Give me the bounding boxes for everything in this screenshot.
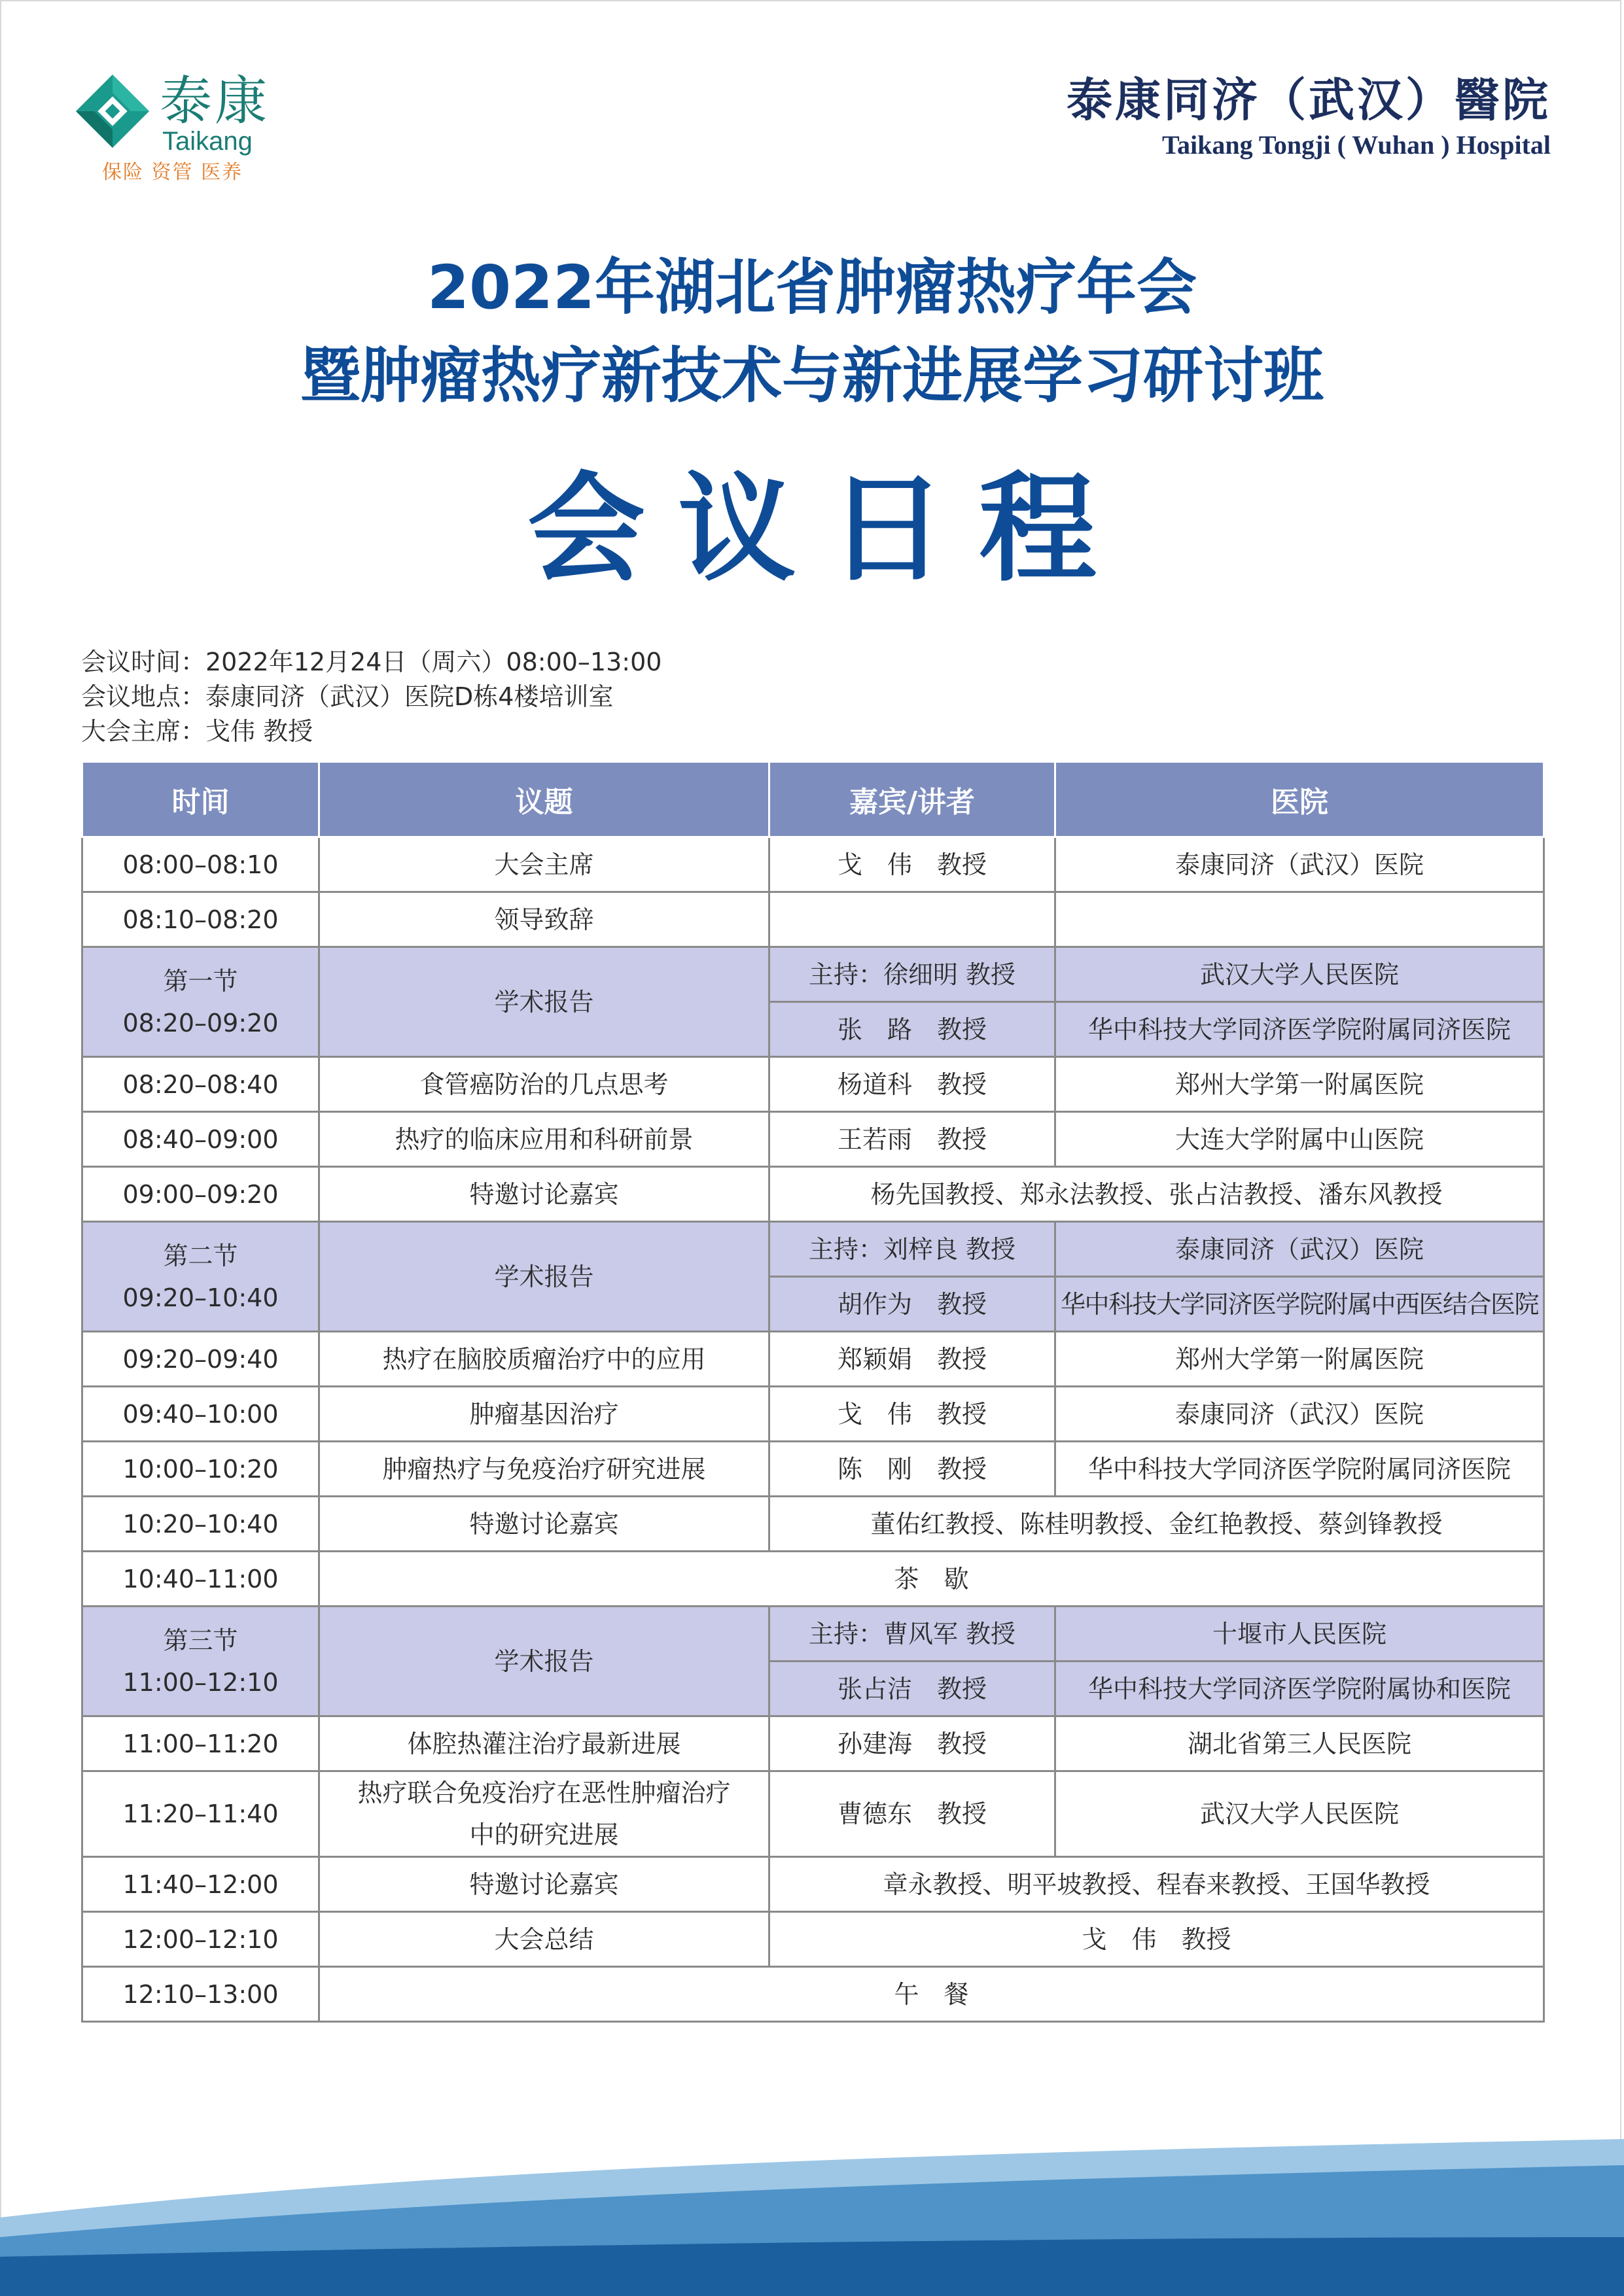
header-hospital: 医院 (1055, 762, 1544, 837)
row-time: 08:00–08:10 (82, 837, 319, 892)
table-row (82, 1057, 1544, 1112)
section-topic: 学术报告 (319, 947, 769, 1057)
row-speaker: 戈 伟 教授 (769, 837, 1055, 892)
row-guests: 戈 伟 教授 (769, 1912, 1544, 1967)
row-time: 11:00–11:20 (82, 1716, 319, 1771)
row-topic: 肿瘤基因治疗 (319, 1387, 769, 1442)
agenda-heading: 会议日程 (527, 461, 1129, 598)
hospital-name-en: Taikang Tongji ( Wuhan ) Hospital (1162, 130, 1551, 160)
row-time: 08:10–08:20 (82, 892, 319, 947)
section-time-cell (82, 1222, 319, 1332)
row-speaker: 陈 刚 教授 (769, 1442, 1055, 1497)
table-row (82, 1552, 1544, 1607)
table-row (82, 1857, 1544, 1912)
section-topic: 学术报告 (319, 1222, 769, 1332)
table-row (82, 1442, 1544, 1497)
schedule-table (81, 761, 1545, 2023)
row-time: 08:20–08:40 (82, 1057, 319, 1112)
section-chair: 主持：徐细明 教授 (769, 947, 1055, 1002)
row-speaker: 王若雨 教授 (769, 1112, 1055, 1167)
row-hospital: 大连大学附属中山医院 (1055, 1112, 1544, 1167)
row-time: 08:40–09:00 (82, 1112, 319, 1167)
hospital-name-cn: 泰康同济（武汉）醫院 (1067, 73, 1551, 127)
section-hospital: 华中科技大学同济医学院附属协和医院 (1055, 1661, 1544, 1716)
section-row (82, 947, 1544, 1002)
header-speaker: 嘉宾/讲者 (769, 762, 1055, 837)
section-time: 08:20–09:20 (122, 1008, 279, 1037)
section-time: 09:20–10:40 (122, 1283, 279, 1312)
section-hospital: 华中科技大学同济医学院附属同济医院 (1055, 1002, 1544, 1057)
logo-tagline: 保险 资管 医养 (102, 161, 243, 184)
table-row (82, 1112, 1544, 1167)
section-label: 第二节 (163, 1241, 238, 1270)
row-time: 12:00–12:10 (82, 1912, 319, 1967)
row-topic: 食管癌防治的几点思考 (319, 1057, 769, 1112)
row-time: 09:00–09:20 (82, 1167, 319, 1222)
section-row (82, 1607, 1544, 1661)
table-row (82, 1912, 1544, 1967)
section-time-cell (82, 947, 319, 1057)
row-hospital: 华中科技大学同济医学院附属同济医院 (1055, 1442, 1544, 1497)
row-time: 09:20–09:40 (82, 1332, 319, 1387)
row-time: 12:10–13:00 (82, 1967, 319, 2022)
conference-title: 2022年湖北省肿瘤热疗年会 (427, 252, 1197, 322)
meeting-time: 会议时间：2022年12月24日（周六）08:00–13:00 (81, 648, 662, 676)
section-speaker: 张 路 教授 (769, 1002, 1055, 1057)
section-topic: 学术报告 (319, 1607, 769, 1716)
row-time: 10:00–10:20 (82, 1442, 319, 1497)
row-hospital: 泰康同济（武汉）医院 (1055, 1387, 1544, 1442)
meeting-info (81, 645, 662, 749)
row-hospital: 郑州大学第一附属医院 (1055, 1057, 1544, 1112)
meeting-chair: 大会主席：戈伟 教授 (81, 717, 313, 746)
row-break: 茶 歇 (319, 1552, 1544, 1607)
row-hospital: 郑州大学第一附属医院 (1055, 1332, 1544, 1387)
row-speaker: 曹德东 教授 (769, 1771, 1055, 1857)
section-time: 11:00–12:10 (122, 1667, 279, 1697)
row-topic: 热疗联合免疫治疗在恶性肿瘤治疗中的研究进展 (319, 1771, 769, 1857)
row-time: 10:40–11:00 (82, 1552, 319, 1607)
row-guests: 章永教授、明平坡教授、程春来教授、王国华教授 (769, 1857, 1544, 1912)
section-label: 第一节 (163, 966, 238, 996)
row-hospital: 泰康同济（武汉）医院 (1055, 837, 1544, 892)
row-topic: 肿瘤热疗与免疫治疗研究进展 (319, 1442, 769, 1497)
row-topic: 特邀讨论嘉宾 (319, 1497, 769, 1552)
taikang-logo (73, 68, 283, 192)
section-chair: 主持：刘梓良 教授 (769, 1222, 1055, 1277)
row-topic: 特邀讨论嘉宾 (319, 1167, 769, 1222)
meeting-location: 会议地点：泰康同济（武汉）医院D栋4楼培训室 (81, 682, 614, 711)
row-break: 午 餐 (319, 1967, 1544, 2022)
row-time: 11:20–11:40 (82, 1771, 319, 1857)
row-guests: 杨先国教授、郑永法教授、张占洁教授、潘东风教授 (769, 1167, 1544, 1222)
section-hospital: 华中科技大学同济医学院附属中西医结合医院 (1055, 1277, 1544, 1332)
hospital-logo (1067, 72, 1551, 162)
row-hospital: 武汉大学人民医院 (1055, 1771, 1544, 1857)
table-row (82, 892, 1544, 947)
row-time: 09:40–10:00 (82, 1387, 319, 1442)
table-row (82, 1387, 1544, 1442)
row-speaker (769, 892, 1055, 947)
section-chair-hospital: 武汉大学人民医院 (1055, 947, 1544, 1002)
conference-subtitle: 暨肿瘤热疗新技术与新进展学习研讨班 (300, 341, 1324, 411)
row-time: 11:40–12:00 (82, 1857, 319, 1912)
row-topic: 特邀讨论嘉宾 (319, 1857, 769, 1912)
row-hospital (1055, 892, 1544, 947)
row-topic: 领导致辞 (319, 892, 769, 947)
header-time: 时间 (82, 762, 319, 837)
taikang-diamond-logo-icon (73, 72, 152, 150)
row-speaker: 郑颖娟 教授 (769, 1332, 1055, 1387)
table-row (82, 1771, 1544, 1857)
section-chair-hospital: 十堰市人民医院 (1055, 1607, 1544, 1661)
row-speaker: 杨道科 教授 (769, 1057, 1055, 1112)
section-chair: 主持：曹风军 教授 (769, 1607, 1055, 1661)
section-speaker: 胡作为 教授 (769, 1277, 1055, 1332)
logo-name-cn: 泰康 (160, 71, 270, 131)
bottom-wave-decoration (0, 2139, 1624, 2296)
section-row (82, 1222, 1544, 1277)
row-topic: 大会主席 (319, 837, 769, 892)
section-chair-hospital: 泰康同济（武汉）医院 (1055, 1222, 1544, 1277)
table-row (82, 1716, 1544, 1771)
logo-name-en: Taikang (162, 127, 253, 156)
row-speaker: 孙建海 教授 (769, 1716, 1055, 1771)
table-row (82, 1497, 1544, 1552)
table-row (82, 1967, 1544, 2022)
table-row (82, 1167, 1544, 1222)
section-time-cell (82, 1607, 319, 1716)
row-topic: 热疗在脑胶质瘤治疗中的应用 (319, 1332, 769, 1387)
header-topic: 议题 (319, 762, 769, 837)
row-guests: 董佑红教授、陈桂明教授、金红艳教授、蔡剑锋教授 (769, 1497, 1544, 1552)
row-topic: 体腔热灌注治疗最新进展 (319, 1716, 769, 1771)
table-row (82, 1332, 1544, 1387)
table-row (82, 837, 1544, 892)
row-time: 10:20–10:40 (82, 1497, 319, 1552)
row-topic: 大会总结 (319, 1912, 769, 1967)
row-speaker: 戈 伟 教授 (769, 1387, 1055, 1442)
table-header-row (82, 762, 1544, 837)
row-topic: 热疗的临床应用和科研前景 (319, 1112, 769, 1167)
section-label: 第三节 (163, 1626, 238, 1655)
row-hospital: 湖北省第三人民医院 (1055, 1716, 1544, 1771)
section-speaker: 张占洁 教授 (769, 1661, 1055, 1716)
